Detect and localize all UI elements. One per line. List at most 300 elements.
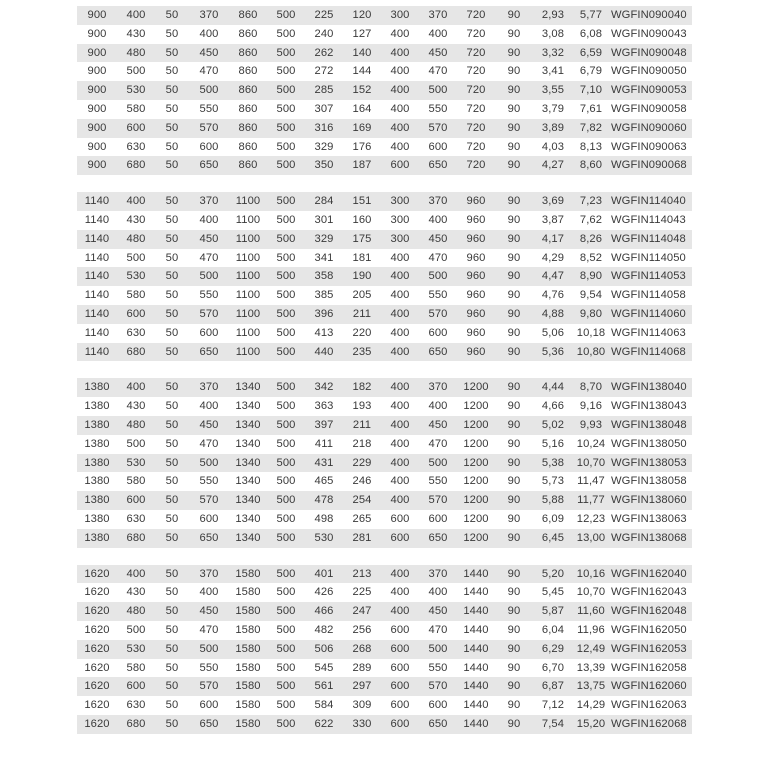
table-row — [77, 416, 692, 435]
table-cell: 550 — [199, 661, 219, 674]
table-cell: 650 — [199, 531, 219, 544]
product-code-cell: WGFIN162053 — [611, 642, 687, 655]
table-cell: 12,23 — [576, 512, 606, 525]
table-cell: 11,60 — [577, 605, 605, 618]
table-cell: 193 — [352, 400, 372, 413]
table-cell: 1440 — [463, 642, 489, 655]
table-cell: 181 — [352, 251, 372, 264]
table-cell: 1440 — [463, 567, 489, 580]
table-cell: 500 — [276, 512, 296, 525]
table-cell: 1620 — [84, 642, 110, 655]
table-cell: 570 — [199, 494, 219, 507]
table-cell: 650 — [428, 345, 448, 358]
table-cell: 1620 — [84, 605, 110, 618]
table-cell: 450 — [428, 605, 448, 618]
table-cell: 4,88 — [541, 307, 565, 320]
product-code-cell: WGFIN114053 — [611, 270, 686, 283]
table-cell: 3,41 — [541, 65, 565, 78]
table-cell: 500 — [428, 84, 448, 97]
table-row — [77, 435, 692, 454]
table-cell: 211 — [352, 307, 372, 320]
table-cell: 284 — [314, 195, 334, 208]
table-cell: 450 — [199, 418, 219, 431]
table-cell: 272 — [314, 65, 334, 78]
table-cell: 500 — [276, 475, 296, 488]
table-cell: 90 — [507, 27, 521, 40]
table-cell: 90 — [507, 251, 521, 264]
table-cell: 50 — [165, 605, 179, 618]
table-cell: 120 — [352, 9, 372, 21]
table-cell: 500 — [276, 46, 296, 59]
table-cell: 650 — [199, 159, 219, 172]
table-cell: 3,89 — [541, 121, 565, 134]
table-cell: 1200 — [463, 456, 489, 469]
table-cell: 10,24 — [576, 437, 606, 450]
table-cell: 50 — [165, 400, 179, 413]
table-cell: 6,70 — [541, 661, 565, 674]
table-cell: 397 — [314, 418, 334, 431]
table-cell: 960 — [466, 213, 486, 226]
table-cell: 1200 — [463, 512, 489, 525]
table-row — [77, 211, 692, 230]
table-cell: 1620 — [84, 661, 110, 674]
table-cell: 289 — [352, 661, 372, 674]
table-cell: 450 — [199, 46, 219, 59]
table-cell: 400 — [390, 345, 410, 358]
table-cell: 500 — [126, 251, 146, 264]
table-cell: 470 — [428, 623, 448, 636]
table-cell: 400 — [428, 213, 448, 226]
table-cell: 1140 — [84, 345, 110, 358]
table-cell: 90 — [507, 623, 521, 636]
table-cell: 50 — [165, 251, 179, 264]
table-cell: 1340 — [235, 531, 261, 544]
product-code-cell: WGFIN138040 — [611, 381, 687, 394]
table-cell: 600 — [390, 531, 410, 544]
product-code-cell: WGFIN090068 — [611, 159, 687, 172]
table-cell: 90 — [507, 680, 521, 693]
table-cell: 1440 — [463, 623, 489, 636]
table-row — [77, 677, 692, 696]
table-cell: 900 — [87, 84, 107, 97]
product-code-cell: WGFIN114060 — [611, 307, 686, 320]
table-cell: 570 — [199, 307, 219, 320]
table-cell: 680 — [126, 531, 146, 544]
table-cell: 176 — [352, 140, 372, 153]
table-cell: 600 — [199, 512, 219, 525]
table-cell: 15,20 — [576, 717, 606, 730]
table-cell: 300 — [390, 9, 410, 21]
table-cell: 545 — [314, 661, 334, 674]
table-cell: 500 — [276, 102, 296, 115]
table-cell: 1140 — [84, 213, 110, 226]
table-row — [77, 397, 692, 416]
table-cell: 90 — [507, 418, 521, 431]
table-cell: 7,10 — [579, 84, 603, 97]
table-cell: 6,29 — [541, 642, 565, 655]
table-cell: 182 — [352, 381, 372, 394]
table-cell: 6,08 — [579, 27, 603, 40]
table-cell: 370 — [428, 9, 448, 21]
table-cell: 860 — [238, 140, 258, 153]
table-cell: 600 — [390, 642, 410, 655]
table-cell: 500 — [276, 27, 296, 40]
table-cell: 160 — [352, 213, 372, 226]
table-cell: 1440 — [463, 586, 489, 599]
table-cell: 600 — [126, 121, 146, 134]
table-cell: 370 — [428, 567, 448, 580]
table-cell: 8,26 — [579, 232, 603, 245]
table-cell: 90 — [507, 140, 521, 153]
table-cell: 1440 — [463, 605, 489, 618]
table-cell: 500 — [276, 289, 296, 302]
table-cell: 1140 — [84, 270, 110, 283]
table-cell: 400 — [199, 586, 219, 599]
table-cell: 5,20 — [541, 567, 565, 580]
table-cell: 500 — [428, 642, 448, 655]
table-cell: 1200 — [463, 475, 489, 488]
table-cell: 900 — [87, 140, 107, 153]
table-cell: 500 — [276, 623, 296, 636]
table-cell: 470 — [428, 251, 448, 264]
table-cell: 400 — [390, 270, 410, 283]
table-cell: 600 — [428, 512, 448, 525]
table-cell: 50 — [165, 717, 179, 730]
table-row — [77, 659, 692, 678]
table-cell: 860 — [238, 84, 258, 97]
table-cell: 900 — [87, 65, 107, 78]
table-cell: 127 — [352, 27, 372, 40]
table-cell: 500 — [126, 65, 146, 78]
table-cell: 50 — [165, 84, 179, 97]
product-code-cell: WGFIN090063 — [611, 140, 687, 153]
table-cell: 169 — [352, 121, 372, 134]
table-cell: 90 — [507, 232, 521, 245]
spec-table — [77, 6, 692, 734]
table-cell: 5,45 — [541, 586, 565, 599]
table-cell: 480 — [126, 46, 146, 59]
product-code-cell: WGFIN114043 — [611, 213, 686, 226]
table-cell: 450 — [199, 605, 219, 618]
table-cell: 550 — [428, 475, 448, 488]
table-cell: 630 — [126, 140, 146, 153]
table-cell: 580 — [126, 289, 146, 302]
table-cell: 50 — [165, 307, 179, 320]
table-cell: 10,80 — [576, 345, 606, 358]
table-cell: 1380 — [84, 381, 110, 394]
table-row — [77, 472, 692, 491]
table-cell: 584 — [314, 699, 334, 712]
table-cell: 246 — [352, 475, 372, 488]
table-cell: 7,61 — [579, 102, 603, 115]
table-cell: 5,87 — [541, 605, 565, 618]
table-cell: 600 — [199, 326, 219, 339]
table-cell: 50 — [165, 345, 179, 358]
table-cell: 3,32 — [541, 46, 565, 59]
product-code-cell: WGFIN114048 — [611, 232, 686, 245]
table-cell: 90 — [507, 494, 521, 507]
table-cell: 396 — [314, 307, 334, 320]
table-cell: 1340 — [235, 494, 261, 507]
table-cell: 9,54 — [579, 289, 603, 302]
table-cell: 4,29 — [541, 251, 565, 264]
table-cell: 580 — [126, 661, 146, 674]
table-cell: 8,70 — [579, 381, 603, 394]
table-cell: 90 — [507, 717, 521, 730]
table-cell: 8,60 — [579, 159, 603, 172]
table-cell: 5,16 — [541, 437, 565, 450]
table-cell: 1200 — [463, 437, 489, 450]
table-cell: 50 — [165, 699, 179, 712]
table-cell: 11,47 — [577, 475, 605, 488]
product-code-cell: WGFIN162060 — [611, 680, 687, 693]
table-cell: 1140 — [84, 326, 110, 339]
table-row — [77, 305, 692, 324]
table-group — [77, 6, 692, 175]
table-cell: 1440 — [463, 717, 489, 730]
table-cell: 90 — [507, 586, 521, 599]
table-cell: 600 — [390, 699, 410, 712]
table-cell: 1440 — [463, 661, 489, 674]
product-code-cell: WGFIN162063 — [611, 699, 687, 712]
table-cell: 152 — [352, 84, 372, 97]
table-cell: 90 — [507, 46, 521, 59]
table-cell: 561 — [314, 680, 334, 693]
table-cell: 1380 — [84, 531, 110, 544]
product-code-cell: WGFIN090053 — [611, 84, 687, 97]
table-cell: 680 — [126, 159, 146, 172]
table-cell: 500 — [276, 9, 296, 21]
table-cell: 1200 — [463, 531, 489, 544]
table-cell: 900 — [87, 46, 107, 59]
table-cell: 960 — [466, 326, 486, 339]
table-cell: 500 — [276, 232, 296, 245]
table-cell: 301 — [314, 213, 334, 226]
table-cell: 500 — [276, 437, 296, 450]
table-cell: 4,17 — [541, 232, 565, 245]
table-cell: 500 — [199, 270, 219, 283]
table-cell: 720 — [466, 140, 486, 153]
table-cell: 500 — [276, 699, 296, 712]
table-cell: 500 — [276, 717, 296, 730]
table-cell: 400 — [126, 195, 146, 208]
table-cell: 8,52 — [579, 251, 603, 264]
table-cell: 90 — [507, 699, 521, 712]
table-cell: 50 — [165, 140, 179, 153]
table-cell: 550 — [199, 289, 219, 302]
table-row — [77, 138, 692, 157]
table-cell: 580 — [126, 475, 146, 488]
table-cell: 1620 — [84, 586, 110, 599]
table-cell: 482 — [314, 623, 334, 636]
table-cell: 7,62 — [579, 213, 603, 226]
table-cell: 90 — [507, 437, 521, 450]
table-cell: 600 — [199, 140, 219, 153]
table-cell: 3,55 — [541, 84, 565, 97]
table-cell: 1380 — [84, 512, 110, 525]
product-code-cell: WGFIN090048 — [611, 46, 687, 59]
table-cell: 4,03 — [541, 140, 565, 153]
product-code-cell: WGFIN162043 — [611, 586, 687, 599]
table-cell: 50 — [165, 289, 179, 302]
table-cell: 247 — [352, 605, 372, 618]
table-cell: 1140 — [84, 289, 110, 302]
table-cell: 220 — [352, 326, 372, 339]
table-row — [77, 230, 692, 249]
table-cell: 50 — [165, 680, 179, 693]
table-cell: 500 — [199, 456, 219, 469]
table-cell: 413 — [314, 326, 334, 339]
table-cell: 600 — [390, 512, 410, 525]
table-cell: 650 — [428, 717, 448, 730]
table-cell: 7,54 — [541, 717, 565, 730]
table-cell: 960 — [466, 195, 486, 208]
table-row — [77, 249, 692, 268]
table-cell: 498 — [314, 512, 334, 525]
product-code-cell: WGFIN138060 — [611, 494, 687, 507]
table-cell: 470 — [199, 437, 219, 450]
table-cell: 400 — [390, 102, 410, 115]
table-cell: 466 — [314, 605, 334, 618]
table-cell: 550 — [428, 661, 448, 674]
table-cell: 1620 — [84, 623, 110, 636]
table-cell: 600 — [390, 661, 410, 674]
table-cell: 370 — [199, 195, 219, 208]
table-cell: 650 — [428, 159, 448, 172]
table-cell: 506 — [314, 642, 334, 655]
table-cell: 90 — [507, 605, 521, 618]
table-cell: 900 — [87, 102, 107, 115]
table-cell: 630 — [126, 326, 146, 339]
table-cell: 500 — [276, 251, 296, 264]
table-cell: 9,93 — [579, 418, 603, 431]
table-cell: 470 — [199, 623, 219, 636]
table-cell: 411 — [314, 437, 334, 450]
table-cell: 256 — [352, 623, 372, 636]
table-cell: 430 — [126, 400, 146, 413]
table-cell: 500 — [199, 84, 219, 97]
table-cell: 358 — [314, 270, 334, 283]
table-cell: 600 — [428, 699, 448, 712]
table-cell: 1100 — [235, 289, 261, 302]
table-cell: 500 — [276, 140, 296, 153]
table-cell: 50 — [165, 159, 179, 172]
table-cell: 622 — [314, 717, 334, 730]
table-cell: 50 — [165, 121, 179, 134]
table-cell: 1580 — [235, 642, 261, 655]
product-code-cell: WGFIN162050 — [611, 623, 687, 636]
table-row — [77, 44, 692, 63]
table-cell: 1340 — [235, 418, 261, 431]
table-cell: 5,77 — [579, 9, 603, 21]
table-cell: 50 — [165, 531, 179, 544]
table-cell: 500 — [276, 642, 296, 655]
table-cell: 426 — [314, 586, 334, 599]
table-cell: 90 — [507, 456, 521, 469]
table-cell: 3,08 — [541, 27, 565, 40]
product-code-cell: WGFIN114058 — [611, 289, 686, 302]
table-cell: 7,82 — [579, 121, 603, 134]
table-cell: 300 — [390, 232, 410, 245]
table-cell: 4,76 — [541, 289, 565, 302]
table-cell: 600 — [390, 680, 410, 693]
table-cell: 400 — [390, 456, 410, 469]
table-cell: 400 — [390, 400, 410, 413]
table-row — [77, 192, 692, 211]
table-cell: 960 — [466, 251, 486, 264]
table-cell: 860 — [238, 46, 258, 59]
table-cell: 1100 — [235, 232, 261, 245]
product-code-cell: WGFIN090043 — [611, 27, 687, 40]
table-cell: 570 — [199, 121, 219, 134]
table-cell: 297 — [352, 680, 372, 693]
table-cell: 240 — [314, 27, 334, 40]
table-cell: 400 — [390, 251, 410, 264]
table-cell: 1580 — [235, 680, 261, 693]
table-cell: 1620 — [84, 717, 110, 730]
table-row — [77, 510, 692, 529]
table-cell: 50 — [165, 494, 179, 507]
table-cell: 90 — [507, 475, 521, 488]
table-cell: 50 — [165, 623, 179, 636]
table-cell: 470 — [199, 65, 219, 78]
table-cell: 470 — [428, 65, 448, 78]
table-cell: 3,69 — [541, 195, 565, 208]
table-cell: 1140 — [84, 232, 110, 245]
table-cell: 500 — [199, 642, 219, 655]
table-cell: 225 — [352, 586, 372, 599]
table-cell: 211 — [352, 418, 372, 431]
table-cell: 1380 — [84, 494, 110, 507]
table-cell: 860 — [238, 27, 258, 40]
table-cell: 316 — [314, 121, 334, 134]
table-cell: 500 — [276, 326, 296, 339]
table-cell: 3,87 — [541, 213, 565, 226]
table-cell: 720 — [466, 27, 486, 40]
table-cell: 10,16 — [576, 567, 606, 580]
product-code-cell: WGFIN162058 — [611, 661, 687, 674]
table-cell: 50 — [165, 65, 179, 78]
table-cell: 370 — [199, 567, 219, 580]
table-cell: 164 — [352, 102, 372, 115]
table-cell: 90 — [507, 84, 521, 97]
table-cell: 140 — [352, 46, 372, 59]
table-cell: 90 — [507, 307, 521, 320]
table-cell: 570 — [199, 680, 219, 693]
table-cell: 1340 — [235, 512, 261, 525]
table-cell: 4,44 — [541, 381, 565, 394]
table-cell: 400 — [390, 307, 410, 320]
table-cell: 570 — [428, 307, 448, 320]
table-cell: 1100 — [235, 251, 261, 264]
table-cell: 400 — [428, 400, 448, 413]
table-cell: 500 — [276, 456, 296, 469]
table-cell: 450 — [199, 232, 219, 245]
table-cell: 1380 — [84, 475, 110, 488]
table-cell: 400 — [199, 400, 219, 413]
table-cell: 370 — [199, 381, 219, 394]
table-cell: 860 — [238, 102, 258, 115]
table-cell: 229 — [352, 456, 372, 469]
table-cell: 550 — [428, 102, 448, 115]
table-cell: 570 — [428, 680, 448, 693]
table-cell: 430 — [126, 27, 146, 40]
product-code-cell: WGFIN138048 — [611, 418, 687, 431]
table-cell: 309 — [352, 699, 372, 712]
table-cell: 9,80 — [579, 307, 603, 320]
table-cell: 1580 — [235, 717, 261, 730]
product-code-cell: WGFIN162048 — [611, 605, 687, 618]
